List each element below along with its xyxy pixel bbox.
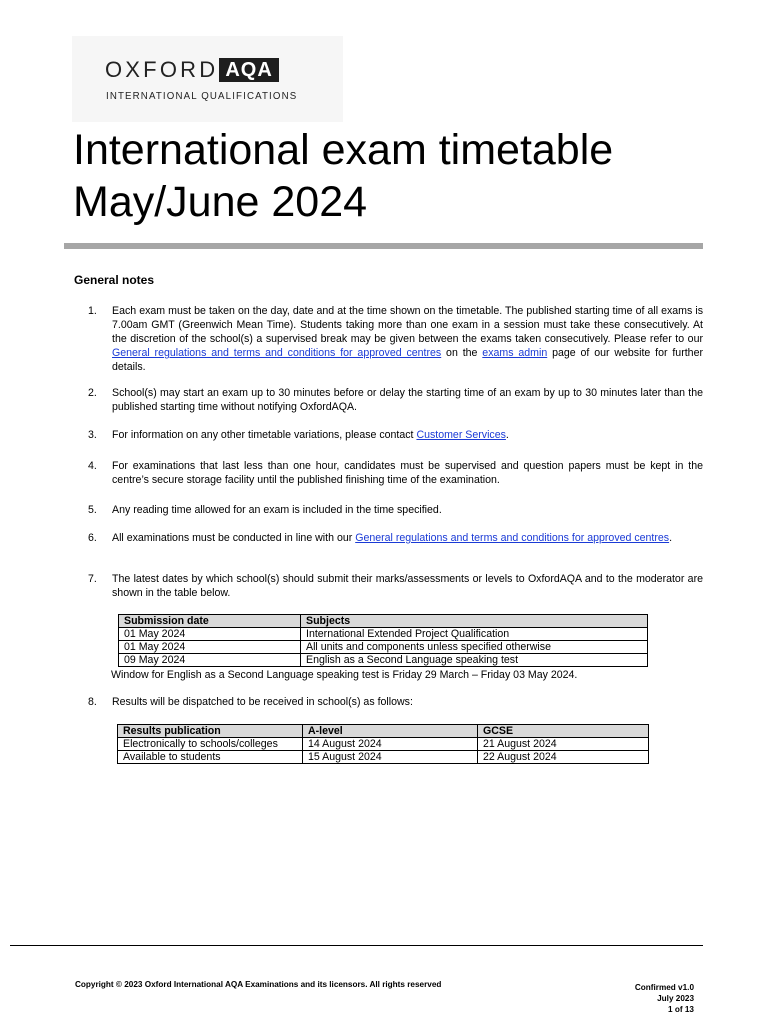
logo-brand-left: OXFORD (105, 57, 219, 82)
column-header: Subjects (301, 615, 648, 628)
note-number: 1. (88, 305, 97, 317)
note-number: 5. (88, 504, 97, 516)
table-cell: 01 May 2024 (119, 628, 301, 641)
table-row (118, 751, 649, 764)
speaking-test-window-note: Window for English as a Second Language speaking test is Friday 29 March – Friday 03 May 2024. (111, 669, 578, 681)
column-header: Submission date (119, 615, 301, 628)
table-cell: All units and components unless specified otherwise (301, 641, 648, 654)
table-cell: 22 August 2024 (478, 751, 649, 764)
copyright-notice: Copyright © 2023 Oxford International AQA Examinations and its licensors. All rights reserved (75, 980, 442, 989)
page-title-line2: May/June 2024 (73, 178, 368, 226)
note-text: The latest dates by which school(s) should submit their marks/assessments or levels to OxfordAQA and to the moderator are shown in the table below. (112, 573, 703, 599)
note-text-part: Each exam must be taken on the day, date and at the time shown on the timetable. The published starting time of all exams is 7.00am GMT (Greenwich Mean Time). Students taking more than one exam in a session must take these consecutively. At the discretion of the school(s) a supervised break may be given between the exams taken consecutively. Please refer to our (112, 305, 703, 345)
version-date: July 2023 (657, 994, 694, 1003)
note-text-part: . (669, 532, 673, 544)
page-title (73, 124, 613, 228)
note-6 (88, 531, 703, 545)
table-row (118, 738, 649, 751)
document-status (635, 982, 694, 1015)
note-text (112, 428, 703, 442)
submission-dates-table (118, 614, 648, 667)
note-text-part: page of our website for further details. (112, 347, 703, 373)
note-4 (88, 459, 703, 487)
note-text: For examinations that last less than one hour, candidates must be supervised and question papers must be kept in the centre’s secure storage facility until the published finishing time of the examination. (112, 460, 703, 486)
note-text-part: All examinations must be conducted in line with our (112, 532, 356, 544)
results-publication-table (117, 724, 649, 764)
note-text: Results will be dispatched to be received in school(s) as follows: (112, 696, 413, 708)
note-number: 2. (88, 387, 97, 399)
general-notes-heading: General notes (74, 273, 155, 287)
column-header: GCSE (478, 725, 649, 738)
version-status: Confirmed v1.0 (634, 983, 694, 992)
table-cell: Available to students (118, 751, 303, 764)
note-number: 4. (88, 460, 97, 472)
table-cell: 14 August 2024 (303, 738, 478, 751)
table-row (119, 654, 648, 667)
table-header-row (118, 725, 649, 738)
page-title-line1: International exam timetable (73, 126, 614, 174)
title-divider (64, 243, 703, 249)
note-text-part: For information on any other timetable variations, please contact (112, 429, 417, 441)
note-8 (88, 695, 703, 709)
general-regulations-link[interactable]: General regulations and terms and conditions for approved centres (355, 532, 670, 544)
footer-divider (10, 945, 703, 946)
table-row (119, 641, 648, 654)
note-text: Any reading time allowed for an exam is included in the time specified. (112, 504, 442, 516)
table-cell: 01 May 2024 (119, 641, 301, 654)
table-cell: Electronically to schools/colleges (118, 738, 303, 751)
note-3 (88, 428, 703, 442)
table-header-row (119, 615, 648, 628)
logo-wordmark (105, 58, 279, 82)
note-number: 7. (88, 573, 97, 585)
customer-services-link[interactable]: Customer Services (416, 429, 506, 441)
column-header: A-level (303, 725, 478, 738)
table-cell: 15 August 2024 (303, 751, 478, 764)
table-row (119, 628, 648, 641)
note-text-part: on the (441, 347, 483, 359)
note-text: School(s) may start an exam up to 30 minutes before or delay the starting time of an exam by up to 30 minutes later than the published starting time without notifying OxfordAQA. (112, 387, 703, 413)
note-number: 8. (88, 696, 97, 708)
table-cell: 09 May 2024 (119, 654, 301, 667)
column-header: Results publication (118, 725, 303, 738)
note-text-part: . (505, 429, 509, 441)
oxfordaqa-logo (72, 36, 343, 122)
page-number: 1 of 13 (668, 1005, 694, 1014)
table-cell: 21 August 2024 (478, 738, 649, 751)
table-cell: English as a Second Language speaking test (301, 654, 648, 667)
logo-brand-right: AQA (219, 58, 278, 82)
note-text (112, 304, 703, 374)
note-2 (88, 386, 703, 414)
note-number: 6. (88, 532, 97, 544)
note-1 (88, 304, 703, 374)
general-regulations-link[interactable]: General regulations and terms and conditions for approved centres (112, 347, 442, 359)
exams-admin-link[interactable]: exams admin (482, 347, 548, 359)
table-cell: International Extended Project Qualification (301, 628, 648, 641)
note-7 (88, 572, 703, 600)
note-number: 3. (88, 429, 97, 441)
note-text (112, 531, 703, 545)
logo-tagline: INTERNATIONAL QUALIFICATIONS (106, 91, 298, 102)
note-5 (88, 503, 703, 517)
